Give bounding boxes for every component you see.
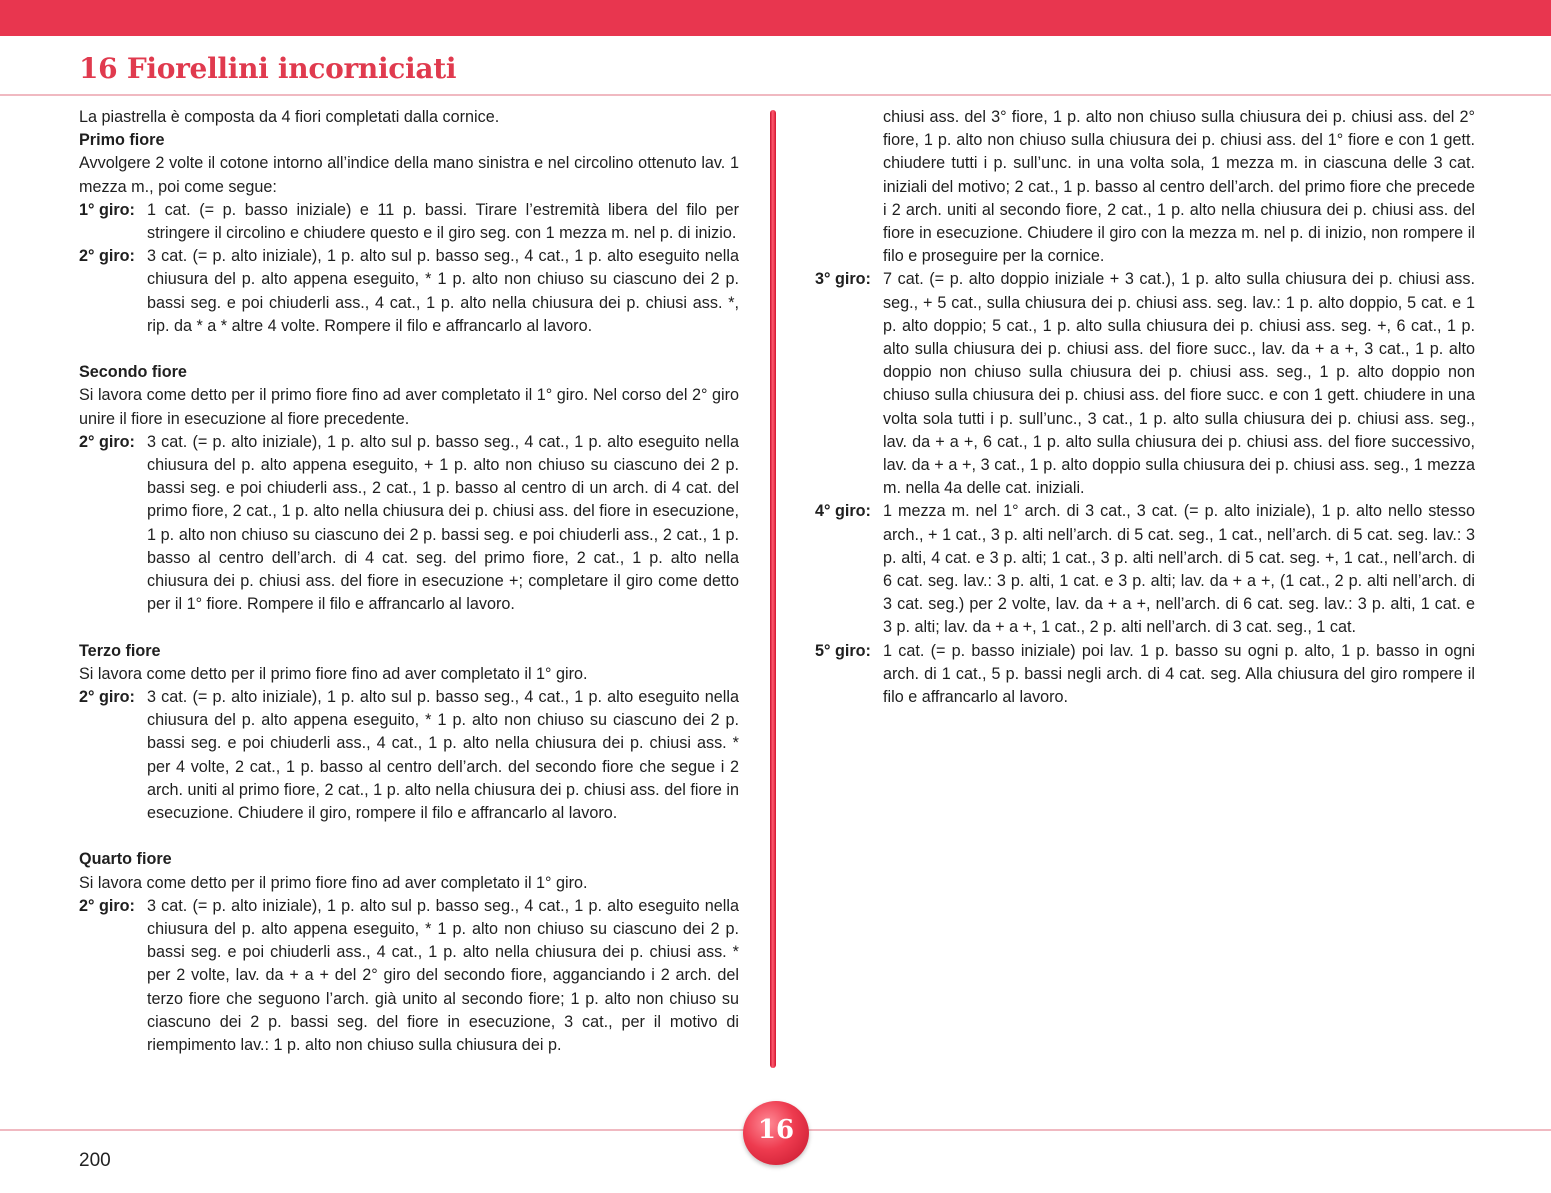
round-item (79, 199, 739, 245)
round-item (79, 686, 739, 825)
round-label: 5° giro: (815, 641, 871, 660)
round-label: 2° giro: (79, 247, 135, 266)
page-number: 200 (79, 1150, 111, 1171)
left-column (79, 106, 739, 1057)
round-text: 3 cat. (= p. alto iniziale), 1 p. alto sul p. basso seg., 4 cat., 1 p. alto eseguito nella chiusura del p. alto appena eseguito, * 1 p. alto non chiuso su ciascuno dei 2 p. bassi seg. e poi chiuderli ass., 4 cat., 1 p. alto nella chiusura dei p. chiusi ass. * per 4 volte, 2 cat., 1 p. basso al centro dell’arch. del secondo fiore che segue i 2 arch. uniti al primo fiore, 2 cat., 1 p. alto nella chiusura dei p. chiusi ass. del fiore in esecuzione. Chiudere il giro, rompere il filo e affrancarlo al lavoro. (147, 688, 739, 823)
yarn-thread-divider (770, 110, 776, 1068)
right-column (815, 106, 1475, 709)
round-text: 1 cat. (= p. basso iniziale) e 11 p. bassi. Tirare l’estremità libera del filo per stringere il circolino e chiudere questo e il giro seg. con 1 mezza m. nel p. di inizio. (147, 200, 739, 243)
round-item (79, 431, 739, 617)
round-label: 3° giro: (815, 270, 871, 289)
round-item (815, 268, 1475, 500)
round-label: 1° giro: (79, 200, 135, 219)
section-text-secondo-fiore: Si lavora come detto per il primo fiore fino ad aver completato il 1° giro. Nel corso del 2° giro unire il fiore in esecuzione al fiore precedente. (79, 386, 739, 428)
round-label: 2° giro: (79, 896, 135, 915)
section-heading-secondo-fiore: Secondo fiore (79, 363, 187, 382)
round-text: 1 mezza m. nel 1° arch. di 3 cat., 3 cat. (= p. alto iniziale), 1 p. alto nello stesso arch., + 1 cat., 3 p. alti nell’arch. di 5 cat. seg., 1 cat., nell’arch. di 5 cat. seg. lav.: 3 p. alti, 4 cat. e 3 p. alti; 1 cat., 3 p. alti nell’arch. di 5 cat. seg. +, 1 cat., nell’arch. di 6 cat. seg. lav.: 3 p. alti, 1 cat. e 3 p. alti; lav. da + a +, (1 cat., 2 p. alti nell’arch. di 3 cat. seg.) per 2 volte, lav. da + a +, nell’arch. di 6 cat. seg. lav.: 3 p. alti, 1 cat. e 3 p. alti; lav. da + a +, 1 cat., 2 p. alti nell’arch. di 3 cat. seg., 1 cat. (883, 502, 1475, 637)
section-heading-primo-fiore: Primo fiore (79, 131, 165, 150)
title-divider (0, 94, 1551, 96)
round-item (79, 895, 739, 1057)
round-text: 3 cat. (= p. alto iniziale), 1 p. alto sul p. basso seg., 4 cat., 1 p. alto eseguito nella chiusura del p. alto appena eseguito, * 1 p. alto non chiuso su ciascuno dei 2 p. bassi seg. e poi chiuderli ass., 4 cat., 1 p. alto nella chiusura dei p. chiusi ass. * per 2 volte, lav. da + a + del 2° giro del secondo fiore, agganciando i 2 arch. del terzo fiore che seguono l’arch. già unito al secondo fiore; 1 p. alto non chiuso su ciascuno dei 2 p. bassi seg. del fiore in esecuzione, 3 cat., per il motivo di riempimento lav.: 1 p. alto non chiuso sulla chiusura dei p. (147, 896, 739, 1055)
page-title: 16 Fiorellini incorniciati (79, 52, 457, 85)
round-text: 3 cat. (= p. alto iniziale), 1 p. alto sul p. basso seg., 4 cat., 1 p. alto eseguito nella chiusura del p. alto appena eseguito, * 1 p. alto non chiuso su ciascuno dei 2 p. bassi seg. e poi chiuderli ass., 4 cat., 1 p. alto nella chiusura dei p. chiusi ass. *, rip. da * a * altre 4 volte. Rompere il filo e affrancarlo al lavoro. (147, 247, 739, 335)
badge-number: 16 (757, 1115, 795, 1145)
section-text-primo-fiore: Avvolgere 2 volte il cotone intorno all’indice della mano sinistra e nel circolino ottenuto lav. 1 mezza m., poi come segue: (79, 154, 739, 196)
section-text-quarto-fiore: Si lavora come detto per il primo fiore fino ad aver completato il 1° giro. (79, 873, 588, 892)
round-label: 2° giro: (79, 432, 135, 451)
round-text: 3 cat. (= p. alto iniziale), 1 p. alto sul p. basso seg., 4 cat., 1 p. alto eseguito nella chiusura del p. alto appena eseguito, + 1 p. alto non chiuso su ciascuno dei 2 p. bassi seg. e poi chiuderli ass., 2 cat., 1 p. basso al centro di un arch. di 4 cat. del primo fiore, 2 cat., 1 p. alto nella chiusura dei p. chiusi ass. del fiore in esecuzione, 1 p. alto non chiuso su ciascuno dei 2 p. bassi seg. e poi chiuderli ass., 2 cat., 1 p. basso al centro dell’arch. di 4 cat. seg. del primo fiore, 2 cat., 1 p. alto nella chiusura dei p. chiusi ass. del fiore in esecuzione +; completare il giro come detto per il 1° fiore. Rompere il filo e affrancarlo al lavoro. (147, 432, 739, 614)
top-color-band (0, 0, 1551, 36)
round-label: 4° giro: (815, 502, 871, 521)
section-heading-quarto-fiore: Quarto fiore (79, 850, 172, 869)
round-item (815, 500, 1475, 639)
round-label: 2° giro: (79, 688, 135, 707)
round-item (815, 640, 1475, 710)
intro-text: La piastrella è composta da 4 fiori completati dalla cornice. (79, 108, 500, 126)
section-heading-terzo-fiore: Terzo fiore (79, 641, 161, 660)
round-text: 7 cat. (= p. alto doppio iniziale + 3 cat.), 1 p. alto sulla chiusura dei p. chiusi ass. seg., + 5 cat., sulla chiusura dei p. chiusi ass. seg. lav.: 1 p. alto doppio, 5 cat. e 1 p. alto doppio; 5 cat., 1 p. alto sulla chiusura dei p. chiusi ass. seg. +, 6 cat., 1 p. alto sulla chiusura dei p. chiusi ass. del fiore succ., lav. da + a +, 3 cat., 1 p. alto doppio non chiuso sulla chiusura dei p. chiusi ass. seg., 1 p. alto doppio non chiuso sulla chiusura dei p. chiusi ass. del fiore succ. e con 1 gett. chiudere in una volta sola tutti i p. sull’unc., 3 cat., 1 p. alto sulla chiusura dei p. chiusi ass. seg., lav. da + a +, 6 cat., 1 p. alto sulla chiusura dei p. chiusi ass. del fiore successivo, lav. da + a +, 3 cat., 1 p. alto doppio sulla chiusura dei p. chiusi ass. seg., 1 mezza m. nella 4a delle cat. iniziali. (883, 270, 1475, 498)
round-text: 1 cat. (= p. basso iniziale) poi lav. 1 p. basso su ogni p. alto, 1 p. basso in ogni arch. di 1 cat., 5 p. bassi negli arch. di 4 cat. seg. Alla chiusura del giro rompere il filo e affrancarlo al lavoro. (883, 641, 1475, 707)
continuation-text: chiusi ass. del 3° fiore, 1 p. alto non chiuso sulla chiusura dei p. chiusi ass. del 2° fiore, 1 p. alto non chiuso sulla chiusura dei p. chiusi ass. del 1° fiore e con 1 gett. chiudere tutti i p. sull’unc. in una volta sola, 1 mezza m. in ciascuna delle 3 cat. iniziali del motivo; 2 cat., 1 p. basso al centro dell’arch. del primo fiore che precede i 2 arch. uniti al secondo fiore, 2 cat., 1 p. alto nella chiusura dei p. chiusi ass. del fiore in esecuzione. Chiudere il giro con la mezza m. nel p. di inizio, non rompere il filo e proseguire per la cornice. (883, 108, 1475, 266)
yarn-ball-badge (743, 1101, 809, 1165)
round-item (79, 245, 739, 338)
section-text-terzo-fiore: Si lavora come detto per il primo fiore fino ad aver completato il 1° giro. (79, 664, 588, 683)
